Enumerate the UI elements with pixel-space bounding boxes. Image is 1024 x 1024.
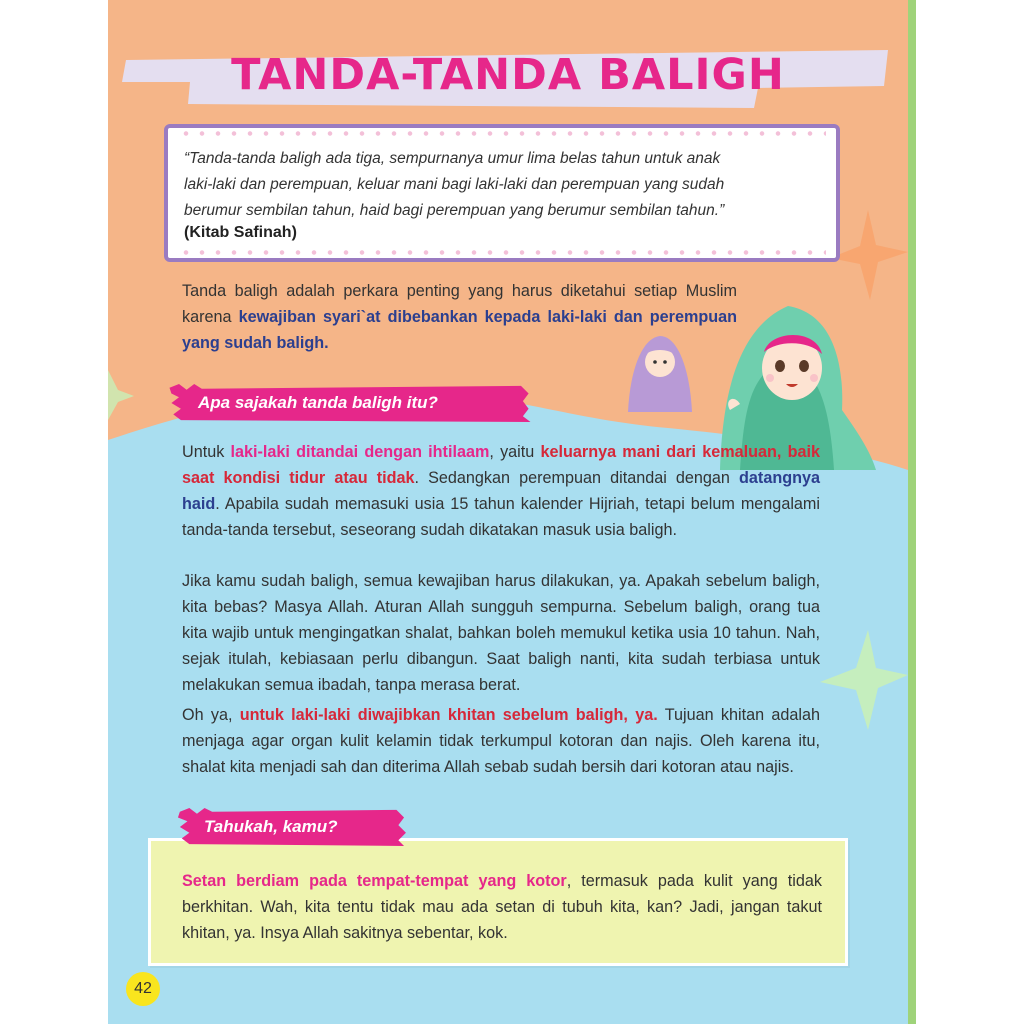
quote-box: [164, 124, 840, 262]
quote-line: laki-laki dan perempuan, keluar mani bagi laki-laki dan perempuan yang sudah: [184, 176, 725, 193]
small-girl-illustration: [628, 336, 692, 412]
section-banner-apa-sajakah: Apa sajakah tanda baligh itu?: [198, 393, 438, 412]
quote-source: (Kitab Safinah): [184, 224, 297, 241]
text: Oh ya,: [182, 706, 240, 724]
intro-highlight: kewajiban syari`at dibebankan kepada laki-laki dan perempuan yang sudah baligh.: [182, 308, 738, 352]
book-page: [108, 0, 908, 1024]
highlight-setan: Setan berdiam pada tempat-tempat yang kotor: [182, 872, 567, 890]
page-title: TANDA-TANDA BALIGH: [231, 50, 785, 100]
intro-text: Tanda baligh adalah perkara penting yang harus diketahui setiap Muslim karena: [182, 282, 737, 326]
quote-line: berumur sembilan tahun, haid bagi perempuan yang berumur sembilan tahun.”: [184, 202, 725, 219]
text: Tujuan khitan adalah menjaga agar organ kulit kelamin tidak terkumpul kotoran dan najis. Oleh karena itu, shalat kita menjadi sah dan diterima Allah sebab sudah bersih dari kotoran atau najis.: [182, 706, 820, 776]
dots-top: [178, 131, 826, 136]
text: Untuk: [182, 443, 231, 461]
quote-text: [184, 146, 834, 224]
dots-bottom: [178, 250, 826, 255]
section1-paragraph-1: [182, 439, 820, 543]
text: , termasuk pada kulit yang tidak berkhitan. Wah, kita tentu tidak mau ada setan di tubuh kita, kan? Jadi, jangan takut khitan, ya. Insya Allah sakitnya sebentar, kok.: [182, 872, 822, 942]
highlight-mani: keluarnya mani dari kemaluan, baik saat kondisi tidur atau tidak: [182, 443, 820, 487]
highlight-haid: datangnya haid: [182, 469, 820, 513]
text: . Sedangkan perempuan ditandai dengan: [414, 469, 740, 487]
quote-line: “Tanda-tanda baligh ada tiga, sempurnanya umur lima belas tahun untuk anak: [184, 150, 721, 167]
section-banner-tahukah: Tahukah, kamu?: [204, 817, 338, 836]
page-number: 42: [126, 972, 160, 1006]
section1-paragraph-3: [182, 702, 820, 780]
section1-paragraph-2: Jika kamu sudah baligh, semua kewajiban harus dilakukan, ya. Apakah sebelum baligh, kita bebas? Masya Allah. Aturan Allah sungguh sempurna. Sebelum baligh, orang tua kita wajib untuk mengingatkan shalat, bahkan boleh memukul ketika usia 10 tahun. Nah, sejak itulah, kebiasaan perlu dibangun. Saat baligh nanti, kita sudah terbiasa untuk melakukan semua ibadah, tanpa merasa berat.: [182, 572, 820, 694]
page-edge-strip: [908, 0, 916, 1024]
highlight-khitan: untuk laki-laki diwajibkan khitan sebelum baligh, ya.: [239, 706, 658, 724]
tahukah-paragraph: [182, 868, 822, 946]
text: , yaitu: [489, 443, 541, 461]
star-decoration-orange: [830, 210, 908, 300]
highlight-ihtilaam: laki-laki ditandai dengan ihtilaam: [230, 443, 490, 461]
text: . Apabila sudah memasuki usia 15 tahun kalender Hijriah, tetapi belum mengalami tanda-tanda tersebut, seseorang sudah dikatakan masuk usia baligh.: [182, 495, 820, 539]
